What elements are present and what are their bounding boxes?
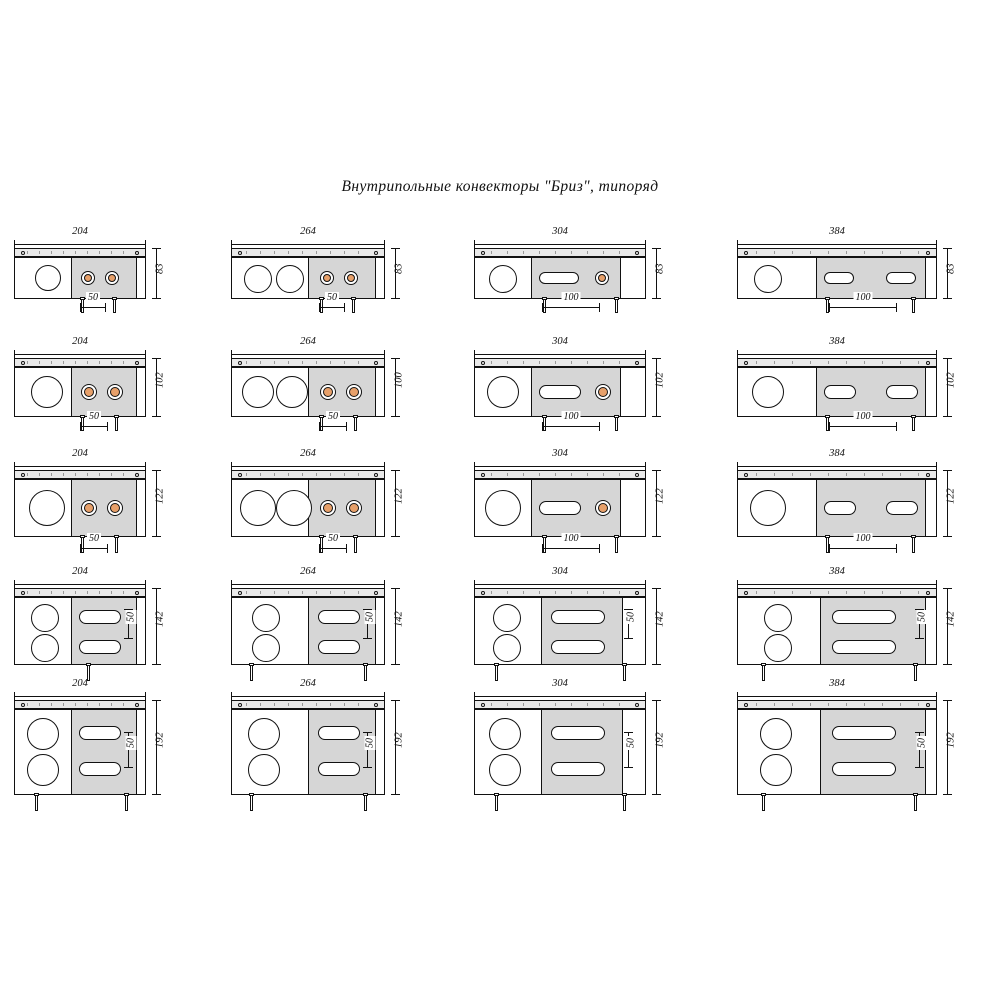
width-dimension <box>737 692 937 700</box>
width-dimension <box>474 580 646 588</box>
pitch-label: 50 <box>327 292 337 303</box>
pitch-dimension <box>624 732 637 768</box>
screw-icon <box>21 591 25 595</box>
grille <box>737 588 937 597</box>
housing <box>474 257 646 299</box>
pipe-slot <box>79 762 121 776</box>
height-label: 102 <box>945 371 957 388</box>
screw-icon <box>744 703 748 707</box>
height-label: 83 <box>654 263 666 274</box>
width-label: 204 <box>72 226 88 237</box>
width-dimension <box>231 580 385 588</box>
width-dimension <box>474 462 646 470</box>
width-label: 264 <box>300 448 316 459</box>
pitch-label: 50 <box>625 738 637 748</box>
width-dimension <box>14 240 146 248</box>
fan-icon <box>276 490 312 526</box>
grille <box>231 358 385 367</box>
screw-icon <box>238 591 242 595</box>
pitch-dimension <box>124 609 137 639</box>
fan-icon <box>35 265 61 291</box>
grille <box>14 248 146 257</box>
pitch-label: 100 <box>563 292 579 303</box>
height-label: 142 <box>654 610 666 627</box>
pipe-port-icon <box>107 384 123 400</box>
pitch-dimension <box>80 292 106 312</box>
fan-icon <box>764 634 792 662</box>
height-label: 122 <box>945 487 957 504</box>
fan-icon <box>27 754 59 786</box>
fan-icon <box>764 604 792 632</box>
pipe-slot <box>318 762 360 776</box>
screw-icon <box>374 591 378 595</box>
housing <box>737 367 937 417</box>
pitch-label: 50 <box>125 738 137 748</box>
pipe-slot <box>551 726 605 740</box>
screw-icon <box>135 251 139 255</box>
fan-icon <box>248 754 280 786</box>
heat-exchanger-zone <box>308 258 376 298</box>
screw-icon <box>135 703 139 707</box>
screw-icon <box>635 703 639 707</box>
pitch-label: 50 <box>328 533 338 544</box>
pitch-label: 100 <box>563 411 579 422</box>
pitch-label: 100 <box>563 533 579 544</box>
fan-icon <box>489 718 521 750</box>
width-label: 304 <box>552 678 568 689</box>
fan-icon <box>242 376 274 408</box>
height-label: 83 <box>154 263 166 274</box>
pitch-label: 50 <box>916 738 928 748</box>
pitch-dimension <box>829 411 897 431</box>
height-label: 122 <box>154 487 166 504</box>
width-label: 384 <box>829 226 845 237</box>
height-label: 122 <box>393 487 405 504</box>
fan-icon <box>240 490 276 526</box>
grille <box>231 470 385 479</box>
pitch-label: 50 <box>89 411 99 422</box>
width-label: 304 <box>552 448 568 459</box>
screw-icon <box>635 591 639 595</box>
screw-icon <box>21 473 25 477</box>
grille <box>474 588 646 597</box>
fan-icon <box>752 376 784 408</box>
leg-icon <box>495 795 498 811</box>
pitch-dimension <box>542 411 600 431</box>
width-dimension <box>231 350 385 358</box>
screw-icon <box>374 251 378 255</box>
pipe-slot <box>539 501 581 515</box>
screw-icon <box>135 591 139 595</box>
width-label: 204 <box>72 448 88 459</box>
leg-icon <box>113 299 116 313</box>
fan-icon <box>493 634 521 662</box>
pipe-port-icon <box>81 271 95 285</box>
pitch-dimension <box>319 411 347 431</box>
screw-icon <box>481 591 485 595</box>
grille <box>737 248 937 257</box>
fan-icon <box>31 604 59 632</box>
screw-icon <box>238 251 242 255</box>
leg-icon <box>125 795 128 811</box>
leg-icon <box>912 417 915 431</box>
housing <box>231 367 385 417</box>
housing <box>14 367 146 417</box>
width-dimension <box>737 350 937 358</box>
width-label: 304 <box>552 336 568 347</box>
heat-exchanger-zone <box>541 598 623 664</box>
height-label: 192 <box>654 731 666 748</box>
pipe-slot <box>318 726 360 740</box>
screw-icon <box>135 473 139 477</box>
pipe-port-icon <box>320 500 336 516</box>
grille <box>14 358 146 367</box>
width-label: 264 <box>300 226 316 237</box>
width-label: 304 <box>552 226 568 237</box>
height-label: 192 <box>945 731 957 748</box>
width-label: 384 <box>829 448 845 459</box>
pitch-label: 50 <box>88 292 98 303</box>
pipe-slot <box>832 762 896 776</box>
grille <box>737 470 937 479</box>
screw-icon <box>238 473 242 477</box>
screw-icon <box>374 361 378 365</box>
housing <box>737 709 937 795</box>
screw-icon <box>21 361 25 365</box>
screw-icon <box>926 473 930 477</box>
screw-icon <box>635 361 639 365</box>
heat-exchanger-zone <box>308 480 376 536</box>
pipe-slot <box>886 272 916 284</box>
pipe-port-icon <box>81 384 97 400</box>
screw-icon <box>21 703 25 707</box>
width-label: 204 <box>72 678 88 689</box>
grille <box>474 248 646 257</box>
screw-icon <box>744 361 748 365</box>
pitch-dimension <box>319 533 347 553</box>
pipe-slot <box>551 610 605 624</box>
pipe-port-icon <box>81 500 97 516</box>
leg-icon <box>354 417 357 431</box>
height-label: 192 <box>393 731 405 748</box>
fan-icon <box>754 265 782 293</box>
pitch-label: 50 <box>916 612 928 622</box>
pitch-dimension <box>319 292 345 312</box>
pipe-slot <box>832 610 896 624</box>
leg-icon <box>115 537 118 553</box>
pipe-slot <box>539 272 579 284</box>
height-label: 102 <box>654 371 666 388</box>
leg-icon <box>912 537 915 553</box>
housing <box>474 479 646 537</box>
width-dimension <box>231 692 385 700</box>
width-label: 384 <box>829 678 845 689</box>
pipe-slot <box>318 640 360 654</box>
pipe-port-icon <box>346 384 362 400</box>
screw-icon <box>926 703 930 707</box>
pipe-port-icon <box>320 384 336 400</box>
height-label: 102 <box>154 371 166 388</box>
leg-icon <box>914 795 917 811</box>
fan-icon <box>276 376 308 408</box>
leg-icon <box>912 299 915 313</box>
width-label: 304 <box>552 566 568 577</box>
width-label: 264 <box>300 566 316 577</box>
leg-icon <box>115 417 118 431</box>
pipe-port-icon <box>595 271 609 285</box>
pitch-dimension <box>829 533 897 553</box>
pipe-port-icon <box>344 271 358 285</box>
fan-icon <box>252 634 280 662</box>
width-label: 264 <box>300 336 316 347</box>
width-dimension <box>474 240 646 248</box>
pitch-dimension <box>624 609 637 639</box>
pitch-label: 100 <box>855 292 871 303</box>
grille <box>474 358 646 367</box>
housing <box>474 367 646 417</box>
pipe-slot <box>832 726 896 740</box>
pitch-dimension <box>829 292 897 312</box>
fan-icon <box>252 604 280 632</box>
housing <box>14 479 146 537</box>
fan-icon <box>27 718 59 750</box>
fan-icon <box>31 376 63 408</box>
pitch-dimension <box>80 411 108 431</box>
pitch-label: 50 <box>625 612 637 622</box>
housing <box>231 257 385 299</box>
page-title: Внутрипольные конвекторы "Бриз", типоряд <box>341 178 659 195</box>
pitch-dimension <box>915 609 928 639</box>
fan-icon <box>760 754 792 786</box>
fan-icon <box>750 490 786 526</box>
pitch-label: 50 <box>89 533 99 544</box>
height-label: 100 <box>393 371 405 388</box>
housing <box>737 597 937 665</box>
heat-exchanger-zone <box>820 598 926 664</box>
pitch-dimension <box>363 609 376 639</box>
width-label: 204 <box>72 566 88 577</box>
pipe-slot <box>886 501 918 515</box>
width-label: 384 <box>829 336 845 347</box>
screw-icon <box>374 473 378 477</box>
pitch-dimension <box>124 732 137 768</box>
height-label: 83 <box>945 263 957 274</box>
leg-icon <box>250 795 253 811</box>
screw-icon <box>744 591 748 595</box>
grille <box>14 470 146 479</box>
screw-icon <box>374 703 378 707</box>
leg-icon <box>364 795 367 811</box>
width-dimension <box>231 240 385 248</box>
leg-icon <box>354 537 357 553</box>
grille <box>474 470 646 479</box>
pitch-label: 100 <box>855 411 871 422</box>
width-dimension <box>14 580 146 588</box>
pitch-label: 50 <box>125 612 137 622</box>
screw-icon <box>635 251 639 255</box>
width-dimension <box>231 462 385 470</box>
screw-icon <box>926 591 930 595</box>
fan-icon <box>489 754 521 786</box>
housing <box>737 257 937 299</box>
pipe-slot <box>79 726 121 740</box>
leg-icon <box>615 417 618 431</box>
pipe-port-icon <box>105 271 119 285</box>
heat-exchanger-zone <box>820 710 926 794</box>
pipe-port-icon <box>320 271 334 285</box>
screw-icon <box>21 251 25 255</box>
pitch-label: 100 <box>855 533 871 544</box>
screw-icon <box>744 251 748 255</box>
leg-icon <box>762 795 765 811</box>
pipe-slot <box>79 610 121 624</box>
grille <box>231 588 385 597</box>
leg-icon <box>623 795 626 811</box>
pitch-dimension <box>915 732 928 768</box>
housing <box>231 709 385 795</box>
pipe-slot <box>886 385 918 399</box>
pipe-slot <box>824 385 856 399</box>
grille <box>231 248 385 257</box>
screw-icon <box>635 473 639 477</box>
width-dimension <box>474 350 646 358</box>
fan-icon <box>244 265 272 293</box>
grille <box>737 358 937 367</box>
pipe-slot <box>539 385 581 399</box>
pitch-label: 50 <box>328 411 338 422</box>
screw-icon <box>481 251 485 255</box>
height-label: 142 <box>945 610 957 627</box>
housing <box>474 709 646 795</box>
width-dimension <box>737 240 937 248</box>
height-label: 83 <box>393 263 405 274</box>
housing <box>231 597 385 665</box>
pitch-dimension <box>542 533 600 553</box>
width-label: 204 <box>72 336 88 347</box>
fan-icon <box>487 376 519 408</box>
pitch-dimension <box>542 292 600 312</box>
heat-exchanger-zone <box>541 710 623 794</box>
housing <box>474 597 646 665</box>
grille <box>474 700 646 709</box>
screw-icon <box>481 473 485 477</box>
pitch-label: 50 <box>364 738 376 748</box>
height-label: 142 <box>154 610 166 627</box>
pipe-port-icon <box>595 384 611 400</box>
fan-icon <box>760 718 792 750</box>
leg-icon <box>35 795 38 811</box>
fan-icon <box>485 490 521 526</box>
width-dimension <box>14 692 146 700</box>
screw-icon <box>135 361 139 365</box>
screw-icon <box>481 361 485 365</box>
height-label: 142 <box>393 610 405 627</box>
fan-icon <box>31 634 59 662</box>
pipe-slot <box>551 762 605 776</box>
fan-icon <box>276 265 304 293</box>
pipe-port-icon <box>595 500 611 516</box>
width-label: 384 <box>829 566 845 577</box>
pipe-slot <box>79 640 121 654</box>
grille <box>737 700 937 709</box>
pipe-slot <box>824 272 854 284</box>
screw-icon <box>481 703 485 707</box>
width-dimension <box>474 692 646 700</box>
housing <box>231 479 385 537</box>
screw-icon <box>926 251 930 255</box>
pitch-dimension <box>80 533 108 553</box>
housing <box>14 257 146 299</box>
height-label: 192 <box>154 731 166 748</box>
width-dimension <box>14 462 146 470</box>
pitch-dimension <box>363 732 376 768</box>
pipe-slot <box>551 640 605 654</box>
pipe-slot <box>318 610 360 624</box>
housing <box>737 479 937 537</box>
width-dimension <box>737 462 937 470</box>
screw-icon <box>926 361 930 365</box>
screw-icon <box>238 703 242 707</box>
screw-icon <box>744 473 748 477</box>
width-label: 264 <box>300 678 316 689</box>
screw-icon <box>238 361 242 365</box>
pipe-port-icon <box>107 500 123 516</box>
grille <box>14 588 146 597</box>
pipe-slot <box>824 501 856 515</box>
heat-exchanger-zone <box>308 368 376 416</box>
pipe-port-icon <box>346 500 362 516</box>
height-label: 122 <box>654 487 666 504</box>
grille <box>14 700 146 709</box>
width-dimension <box>737 580 937 588</box>
pipe-slot <box>832 640 896 654</box>
pitch-label: 50 <box>364 612 376 622</box>
fan-icon <box>489 265 517 293</box>
fan-icon <box>29 490 65 526</box>
grille <box>231 700 385 709</box>
fan-icon <box>493 604 521 632</box>
width-dimension <box>14 350 146 358</box>
fan-icon <box>248 718 280 750</box>
leg-icon <box>352 299 355 313</box>
leg-icon <box>615 537 618 553</box>
leg-icon <box>615 299 618 313</box>
